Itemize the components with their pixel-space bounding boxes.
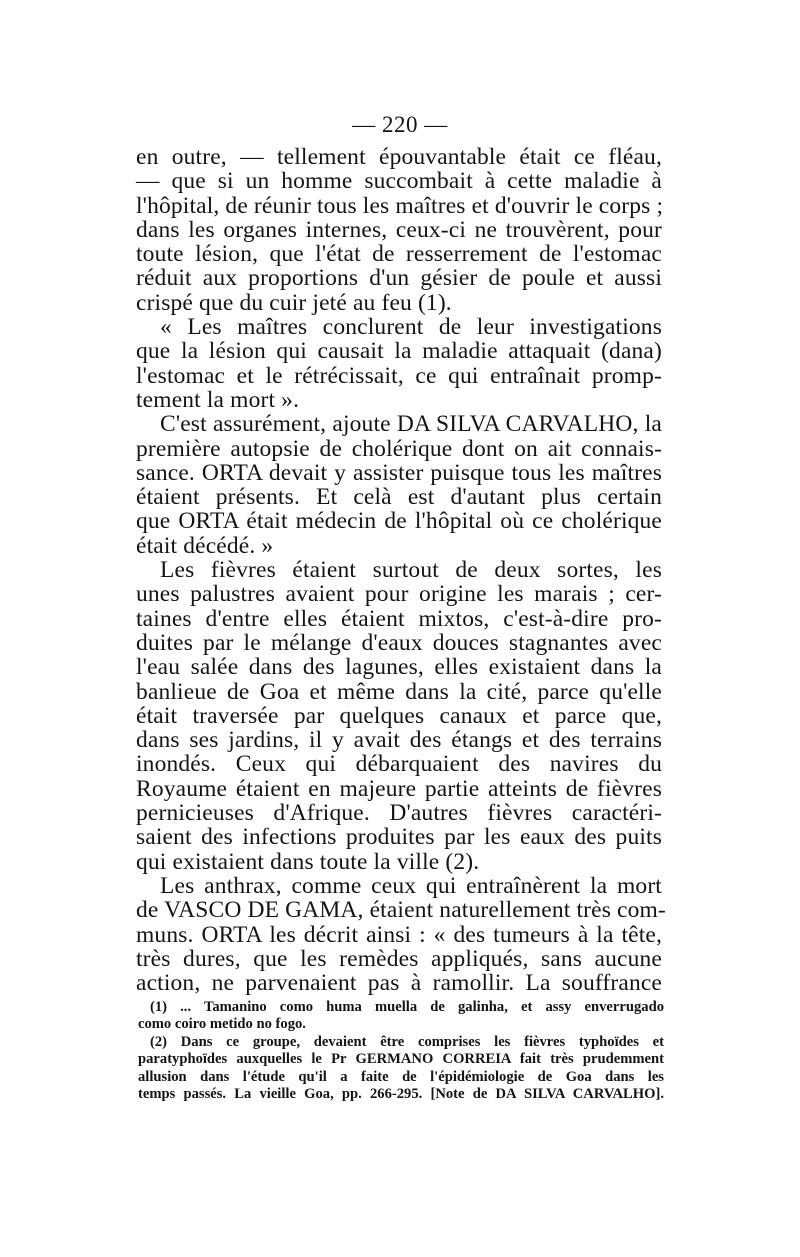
- text-line: banlieue de Goa et même dans la cité, parce qu'elle: [136, 678, 662, 705]
- text-line: Royaume étaient en majeure partie atteints de fièvres: [136, 775, 662, 802]
- text-line: muns. ORTA les décrit ainsi : « des tumeurs à la tête,: [136, 921, 662, 948]
- text-line: l'hôpital, de réunir tous les maîtres et d'ouvrir le corps ;: [136, 192, 664, 219]
- footnote-line: (2) Dans ce groupe, devaient être comprises les fièvres typhoïdes et: [150, 1033, 664, 1050]
- text-line: étaient présents. Et celà est d'autant plus certain: [136, 484, 662, 511]
- text-line: toute lésion, que l'état de resserrement de l'estomac: [136, 241, 662, 268]
- body-text: [136, 144, 666, 997]
- text-line: duites par le mélange d'eaux douces stagnantes avec: [136, 629, 662, 656]
- text-line: sance. ORTA devait y assister puisque tous les maîtres: [136, 459, 662, 486]
- footnote-line: (1) ... Tamanino como huma muella de galinha, et assy enverrugado: [150, 999, 664, 1015]
- text-line: unes palustres avaient pour origine les marais ; cer-: [136, 581, 662, 608]
- text-line: « Les maîtres conclurent de leur investigations: [160, 314, 662, 341]
- footnote-line: como coiro metido no fogo.: [138, 1016, 306, 1033]
- text-line: dans les organes internes, ceux-ci ne trouvèrent, pour: [136, 216, 662, 243]
- footnotes: [138, 999, 664, 1103]
- text-line: réduit aux proportions d'un gésier de poule et aussi: [136, 265, 662, 292]
- footnote-line: allusion dans l'étude qu'il a faite de l'épidémiologie de Goa dans les: [138, 1068, 664, 1085]
- text-line: C'est assurément, ajoute DA SILVA CARVALHO, la: [160, 411, 662, 438]
- text-line: — que si un homme succombait à cette maladie à: [136, 168, 662, 195]
- text-line: était décédé. »: [136, 532, 274, 559]
- text-line: tement la mort ».: [136, 386, 300, 413]
- text-line: taines d'entre elles étaient mixtos, c'est-à-dire pro-: [136, 605, 662, 632]
- text-line: que la lésion qui causait la maladie attaquait (dana): [136, 338, 662, 365]
- text-line: pernicieuses d'Afrique. D'autres fièvres caractéri-: [136, 800, 662, 827]
- footnote-line: temps passés. La vieille Goa, pp. 266-295. [Note de DA SILVA CARVALHO].: [138, 1085, 664, 1102]
- text-line: Les anthrax, comme ceux qui entraînèrent la mort: [160, 872, 662, 899]
- text-line: l'estomac et le rétrécissait, ce qui entraînait promp-: [136, 362, 662, 389]
- text-line: en outre, — tellement épouvantable était ce fléau,: [136, 144, 662, 170]
- text-line: action, ne parvenaient pas à ramollir. La souffrance: [136, 970, 662, 997]
- text-line: qui existaient dans toute la ville (2).: [136, 848, 480, 875]
- footnote-line: paratyphoïdes auxquelles le Pr GERMANO CORREIA fait très prudemment: [138, 1051, 664, 1068]
- text-line: était traversée par quelques canaux et parce que,: [136, 702, 662, 729]
- text-line: de VASCO DE GAMA, étaient naturellement très com-: [136, 897, 666, 924]
- text-line: l'eau salée dans des lagunes, elles existaient dans la: [136, 654, 662, 681]
- text-line: crispé que du cuir jeté au feu (1).: [136, 289, 452, 316]
- text-line: très dures, que les remèdes appliqués, sans aucune: [136, 945, 662, 972]
- text-line: Les fièvres étaient surtout de deux sortes, les: [160, 557, 662, 584]
- text-line: saient des infections produites par les eaux des puits: [136, 824, 662, 851]
- text-line: dans ses jardins, il y avait des étangs et des terrains: [136, 727, 662, 754]
- page-number: — 220 —: [352, 112, 448, 137]
- text-line: que ORTA était médecin de l'hôpital où ce cholérique: [136, 508, 662, 535]
- text-line: inondés. Ceux qui débarquaient des navires du: [136, 751, 662, 778]
- text-line: première autopsie de cholérique dont on ait connais-: [136, 435, 662, 462]
